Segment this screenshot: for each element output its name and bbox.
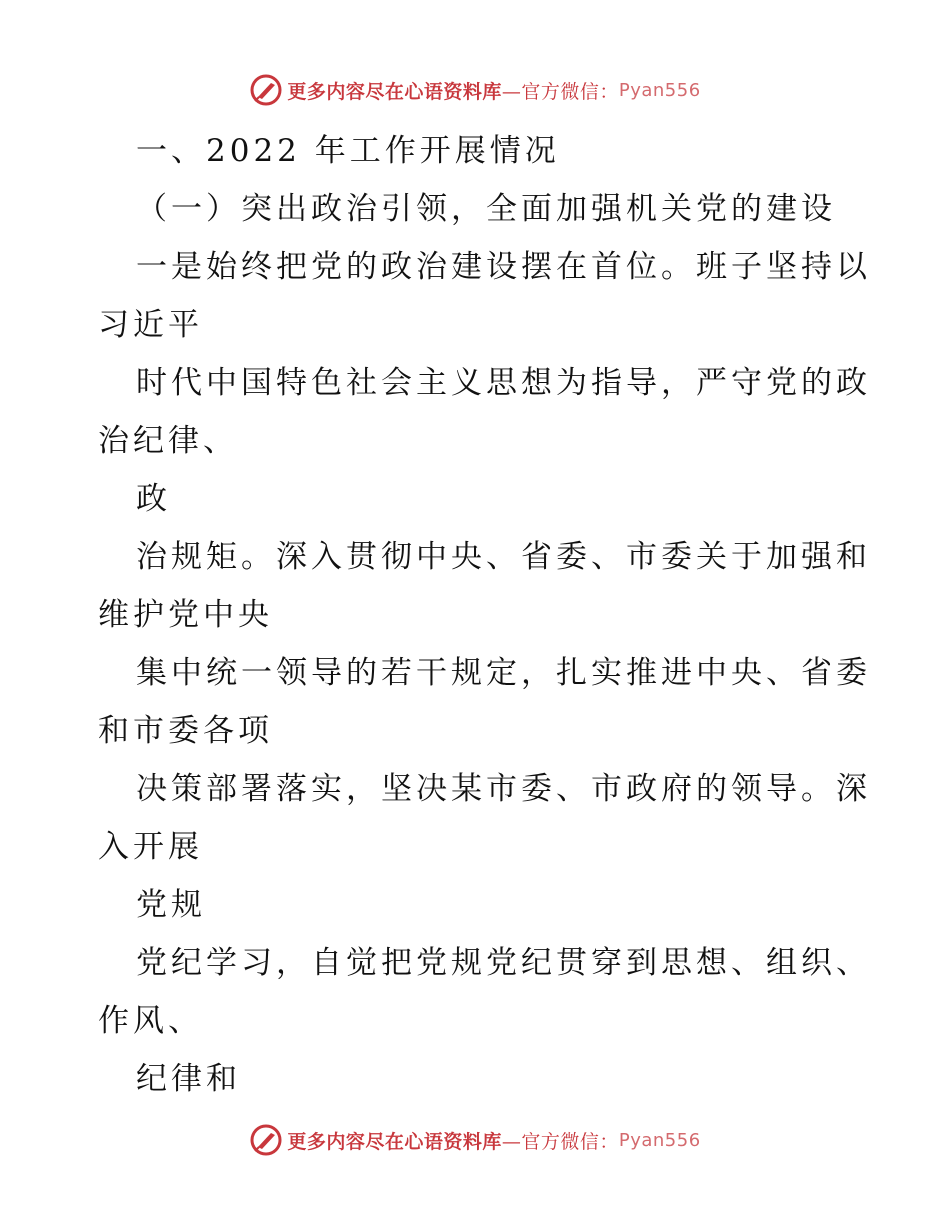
doc-line: 集中统一领导的若干规定，扎实推进中央、省委 [136,655,871,691]
footer-watermark [0,1122,950,1158]
watermark-brand-text: 更多内容尽在心语资料库 [287,1130,502,1153]
doc-line: 政 [136,481,171,517]
doc-line: （一）突出政治引领，全面加强机关党的建设 [136,191,836,227]
doc-line: 和市委各项 [98,713,273,749]
doc-line: 一是始终把党的政治建设摆在首位。班子坚持以 [136,249,871,285]
doc-line: 治规矩。深入贯彻中央、省委、市委关于加强和 [136,539,871,575]
doc-line: 决策部署落实，坚决某市委、市政府的领导。深 [136,771,871,807]
doc-line: 党规 [136,887,206,923]
doc-line: 一、2022 年工作开展情况 [136,133,560,169]
watermark-brand-text: 更多内容尽在心语资料库 [287,80,502,103]
watermark-wechat-id: Pyan556 [618,79,701,101]
doc-line: 习近平 [98,307,203,343]
doc-line: 入开展 [98,829,203,865]
document-body [98,122,871,1108]
doc-line: 维护党中央 [98,597,273,633]
doc-line: 纪律和 [136,1061,241,1097]
watermark-wechat-id: Pyan556 [618,1129,701,1151]
header-watermark [0,72,950,108]
quill-pen-seal-icon [249,1123,283,1157]
doc-line: 党纪学习，自觉把党规党纪贯穿到思想、组织、 [136,945,871,981]
doc-line: 作风、 [98,1003,203,1039]
doc-line: 时代中国特色社会主义思想为指导，严守党的政 [136,365,871,401]
doc-line: 治纪律、 [98,423,238,459]
watermark-wechat-text: —官方微信： [501,80,619,103]
watermark-wechat-text: —官方微信： [501,1130,619,1153]
quill-pen-seal-icon [249,73,283,107]
